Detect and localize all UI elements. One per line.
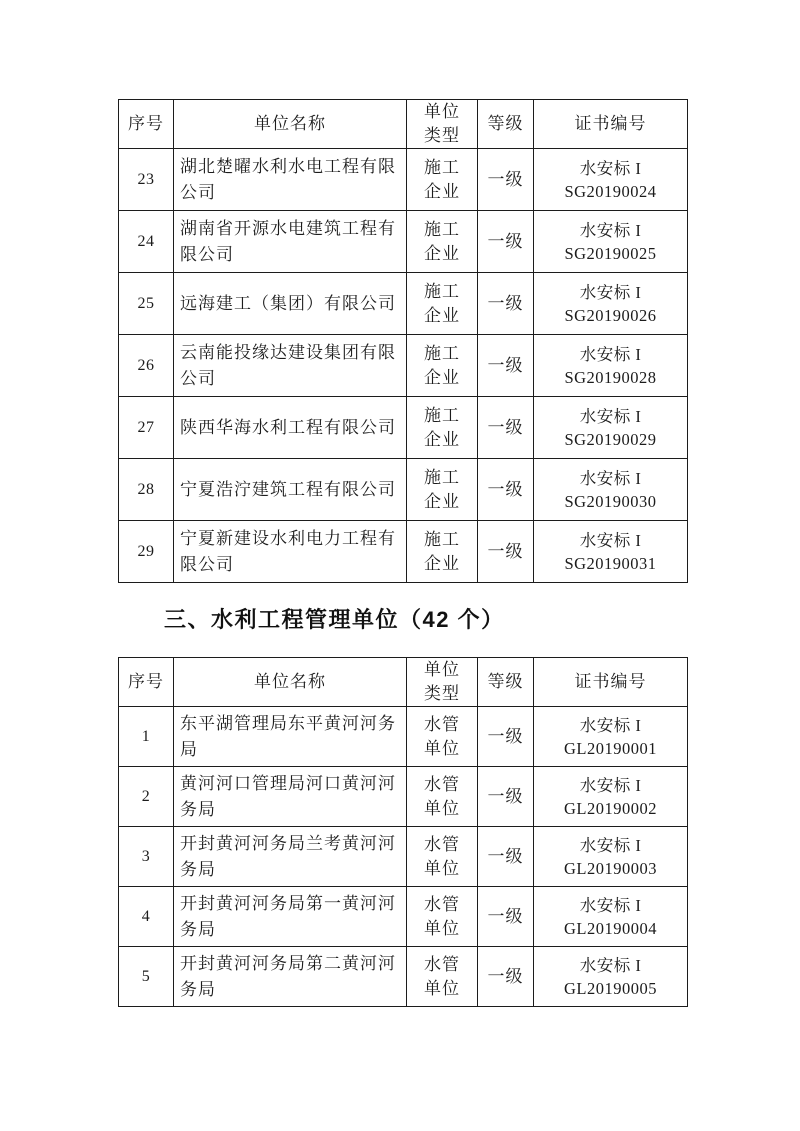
- certificate-number: [534, 827, 688, 887]
- row-number: 2: [119, 767, 174, 827]
- table-row: [119, 397, 688, 459]
- col-header-cert-number: 证书编号: [534, 658, 688, 707]
- certificate-code: GL20190005: [564, 978, 657, 998]
- unit-type: 水管单位: [407, 887, 478, 947]
- row-number: 4: [119, 887, 174, 947]
- unit-name: 东平湖管理局东平黄河河务局: [174, 707, 407, 767]
- certificate-code: GL20190003: [564, 858, 657, 878]
- unit-name: 云南能投缘达建设集团有限公司: [174, 335, 407, 397]
- certificate-number: [534, 521, 688, 583]
- certificate-number: [534, 459, 688, 521]
- grade: 一级: [478, 397, 534, 459]
- unit-name: 开封黄河河务局第二黄河河务局: [174, 947, 407, 1007]
- certificate-number: [534, 947, 688, 1007]
- certificate-code: SG20190028: [564, 367, 657, 387]
- col-header-grade: 等级: [478, 658, 534, 707]
- table-row: [119, 211, 688, 273]
- certificate-code: SG20190031: [564, 553, 657, 573]
- certificate-number: [534, 707, 688, 767]
- certificate-code: SG20190025: [564, 243, 657, 263]
- certificate-number: [534, 767, 688, 827]
- unit-name: 宁夏浩泞建筑工程有限公司: [174, 459, 407, 521]
- unit-type: 水管单位: [407, 767, 478, 827]
- unit-type: 水管单位: [407, 707, 478, 767]
- unit-type: 水管单位: [407, 827, 478, 887]
- row-number: 5: [119, 947, 174, 1007]
- certificate-prefix: 水安标 I: [579, 220, 642, 240]
- grade: 一级: [478, 149, 534, 211]
- unit-name: 开封黄河河务局第一黄河河务局: [174, 887, 407, 947]
- grade: 一级: [478, 947, 534, 1007]
- certificate-prefix: 水安标 I: [579, 895, 642, 915]
- certificate-prefix: 水安标 I: [579, 158, 642, 178]
- unit-type: 施工企业: [407, 149, 478, 211]
- table-header-row: [119, 658, 688, 707]
- certificate-number: [534, 149, 688, 211]
- certificate-number: [534, 273, 688, 335]
- col-header-unit-name: 单位名称: [174, 100, 407, 149]
- certificate-prefix: 水安标 I: [579, 715, 642, 735]
- certificate-prefix: 水安标 I: [579, 282, 642, 302]
- unit-type: 施工企业: [407, 459, 478, 521]
- table-row: [119, 335, 688, 397]
- grade: 一级: [478, 707, 534, 767]
- table-row: [119, 827, 688, 887]
- certificate-code: SG20190024: [564, 181, 657, 201]
- table-row: [119, 707, 688, 767]
- certificate-prefix: 水安标 I: [579, 344, 642, 364]
- row-number: 23: [119, 149, 174, 211]
- table-row: [119, 947, 688, 1007]
- certificate-number: [534, 211, 688, 273]
- grade: 一级: [478, 827, 534, 887]
- certificate-prefix: 水安标 I: [579, 835, 642, 855]
- certificate-prefix: 水安标 I: [579, 406, 642, 426]
- certificate-code: GL20190004: [564, 918, 657, 938]
- certificate-prefix: 水安标 I: [579, 955, 642, 975]
- unit-name: 远海建工（集团）有限公司: [174, 273, 407, 335]
- unit-name: 开封黄河河务局兰考黄河河务局: [174, 827, 407, 887]
- unit-type: 水管单位: [407, 947, 478, 1007]
- col-header-unit-name: 单位名称: [174, 658, 407, 707]
- certificate-code: GL20190002: [564, 798, 657, 818]
- unit-name: 黄河河口管理局河口黄河河务局: [174, 767, 407, 827]
- table-row: [119, 459, 688, 521]
- unit-type: 施工企业: [407, 211, 478, 273]
- certificate-code: SG20190026: [564, 305, 657, 325]
- row-number: 3: [119, 827, 174, 887]
- row-number: 26: [119, 335, 174, 397]
- certificate-code: SG20190030: [564, 491, 657, 511]
- table-header-row: [119, 100, 688, 149]
- row-number: 29: [119, 521, 174, 583]
- table-row: [119, 767, 688, 827]
- unit-type: 施工企业: [407, 397, 478, 459]
- grade: 一级: [478, 767, 534, 827]
- row-number: 24: [119, 211, 174, 273]
- unit-type: 施工企业: [407, 335, 478, 397]
- table-row: [119, 521, 688, 583]
- construction-units-table: [118, 99, 688, 583]
- unit-name: 湖南省开源水电建筑工程有限公司: [174, 211, 407, 273]
- unit-name: 宁夏新建设水利电力工程有限公司: [174, 521, 407, 583]
- certificate-number: [534, 887, 688, 947]
- unit-name: 湖北楚曜水利水电工程有限公司: [174, 149, 407, 211]
- certificate-number: [534, 397, 688, 459]
- row-number: 27: [119, 397, 174, 459]
- row-number: 28: [119, 459, 174, 521]
- management-units-table: [118, 657, 688, 1007]
- col-header-cert-number: 证书编号: [534, 100, 688, 149]
- col-header-index: 序号: [119, 100, 174, 149]
- col-header-grade: 等级: [478, 100, 534, 149]
- grade: 一级: [478, 273, 534, 335]
- table-row: [119, 887, 688, 947]
- grade: 一级: [478, 459, 534, 521]
- certificate-prefix: 水安标 I: [579, 468, 642, 488]
- certificate-prefix: 水安标 I: [579, 775, 642, 795]
- col-header-unit-type: 单位类型: [407, 658, 478, 707]
- row-number: 1: [119, 707, 174, 767]
- certificate-code: SG20190029: [564, 429, 657, 449]
- col-header-index: 序号: [119, 658, 174, 707]
- table-row: [119, 273, 688, 335]
- grade: 一级: [478, 521, 534, 583]
- grade: 一级: [478, 211, 534, 273]
- row-number: 25: [119, 273, 174, 335]
- grade: 一级: [478, 335, 534, 397]
- col-header-unit-type: 单位类型: [407, 100, 478, 149]
- section-title: 三、水利工程管理单位（42 个）: [164, 607, 505, 632]
- unit-type: 施工企业: [407, 521, 478, 583]
- certificate-number: [534, 335, 688, 397]
- unit-name: 陕西华海水利工程有限公司: [174, 397, 407, 459]
- unit-type: 施工企业: [407, 273, 478, 335]
- certificate-code: GL20190001: [564, 738, 657, 758]
- grade: 一级: [478, 887, 534, 947]
- certificate-prefix: 水安标 I: [579, 530, 642, 550]
- table-row: [119, 149, 688, 211]
